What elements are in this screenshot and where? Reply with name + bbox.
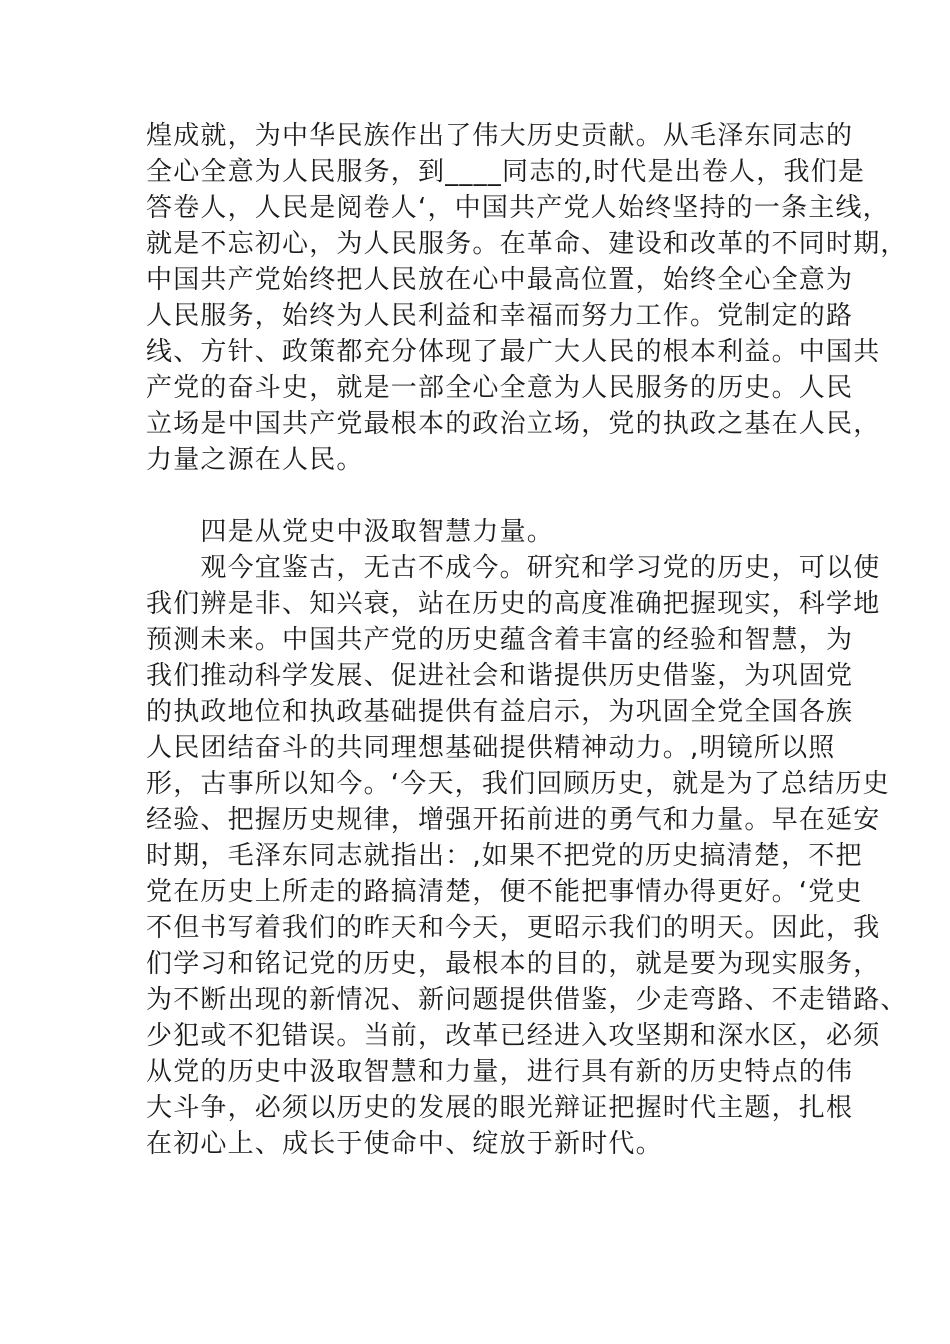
text-line: 经验、把握历史规律，增强开拓前进的勇气和力量。早在延安: [146, 805, 881, 835]
text-line: 中国共产党始终把人民放在心中最高位置，始终全心全意为: [146, 265, 854, 295]
section-heading-four: [146, 514, 811, 550]
text-line: 我们推动科学发展、促进社会和谐提供历史借鉴，为巩固党: [146, 661, 854, 691]
paragraph-learn-from-history: [146, 550, 908, 1162]
text-line: 人民服务，始终为人民利益和幸福而努力工作。党制定的路: [146, 301, 854, 331]
text-line: 预测未来。中国共产党的历史蕴含着丰富的经验和智慧，为: [146, 625, 854, 655]
text-line: 时期，毛泽东同志就指出：,如果不把党的历史搞清楚，不把: [146, 841, 863, 871]
text-line: 在初心上、成长于使命中、绽放于新时代。: [146, 1129, 663, 1159]
text-line: 从党的历史中汲取智慧和力量，进行具有新的历史特点的伟: [146, 1057, 854, 1087]
text-line: 立场是中国共产党最根本的政治立场，党的执政之基在人民，: [146, 409, 881, 439]
text-line: 力量之源在人民。: [146, 445, 364, 475]
paragraph-serve-the-people: [146, 118, 908, 478]
text-line: 人民团结奋斗的共同理想基础提供精神动力。,明镜所以照: [146, 733, 836, 763]
text-line: 就是不忘初心，为人民服务。在革命、建设和改革的不同时期，: [146, 229, 908, 259]
text-line: 线、方针、政策都充分体现了最广大人民的根本利益。中国共: [146, 337, 881, 367]
text-line: 为不断出现的新情况、新问题提供借鉴，少走弯路、不走错路、: [146, 985, 908, 1015]
text-line: 少犯或不犯错误。当前，改革已经进入攻坚期和深水区，必须: [146, 1021, 881, 1051]
text-line: 们学习和铭记党的历史，最根本的目的，就是要为现实服务，: [146, 949, 881, 979]
text-line: 全心全意为人民服务，到____同志的,时代是出卷人，我们是: [146, 157, 866, 187]
text-line: 形，古事所以知今。‘今天，我们回顾历史，就是为了总结历史: [146, 769, 890, 799]
section-heading: 四是从党史中汲取智慧力量。: [146, 517, 555, 547]
text-line: 答卷人，人民是阅卷人‘，中国共产党人始终坚持的一条主线，: [146, 193, 890, 223]
text-line: 大斗争，必须以历史的发展的眼光辩证把握时代主题，扎根: [146, 1093, 854, 1123]
text-line: 我们辨是非、知兴衰，站在历史的高度准确把握现实，科学地: [146, 589, 881, 619]
text-line: 的执政地位和执政基础提供有益启示，为巩固全党全国各族: [146, 697, 854, 727]
text-line: 观今宜鉴古，无古不成今。研究和学习党的历史，可以使: [146, 553, 881, 583]
text-line: 不但书写着我们的昨天和今天，更昭示我们的明天。因此，我: [146, 913, 881, 943]
text-line: 煌成就，为中华民族作出了伟大历史贡献。从毛泽东同志的: [146, 121, 854, 151]
text-line: 产党的奋斗史，就是一部全心全意为人民服务的历史。人民: [146, 373, 854, 403]
text-line: 党在历史上所走的路搞清楚，便不能把事情办得更好。‘党史: [146, 877, 863, 907]
